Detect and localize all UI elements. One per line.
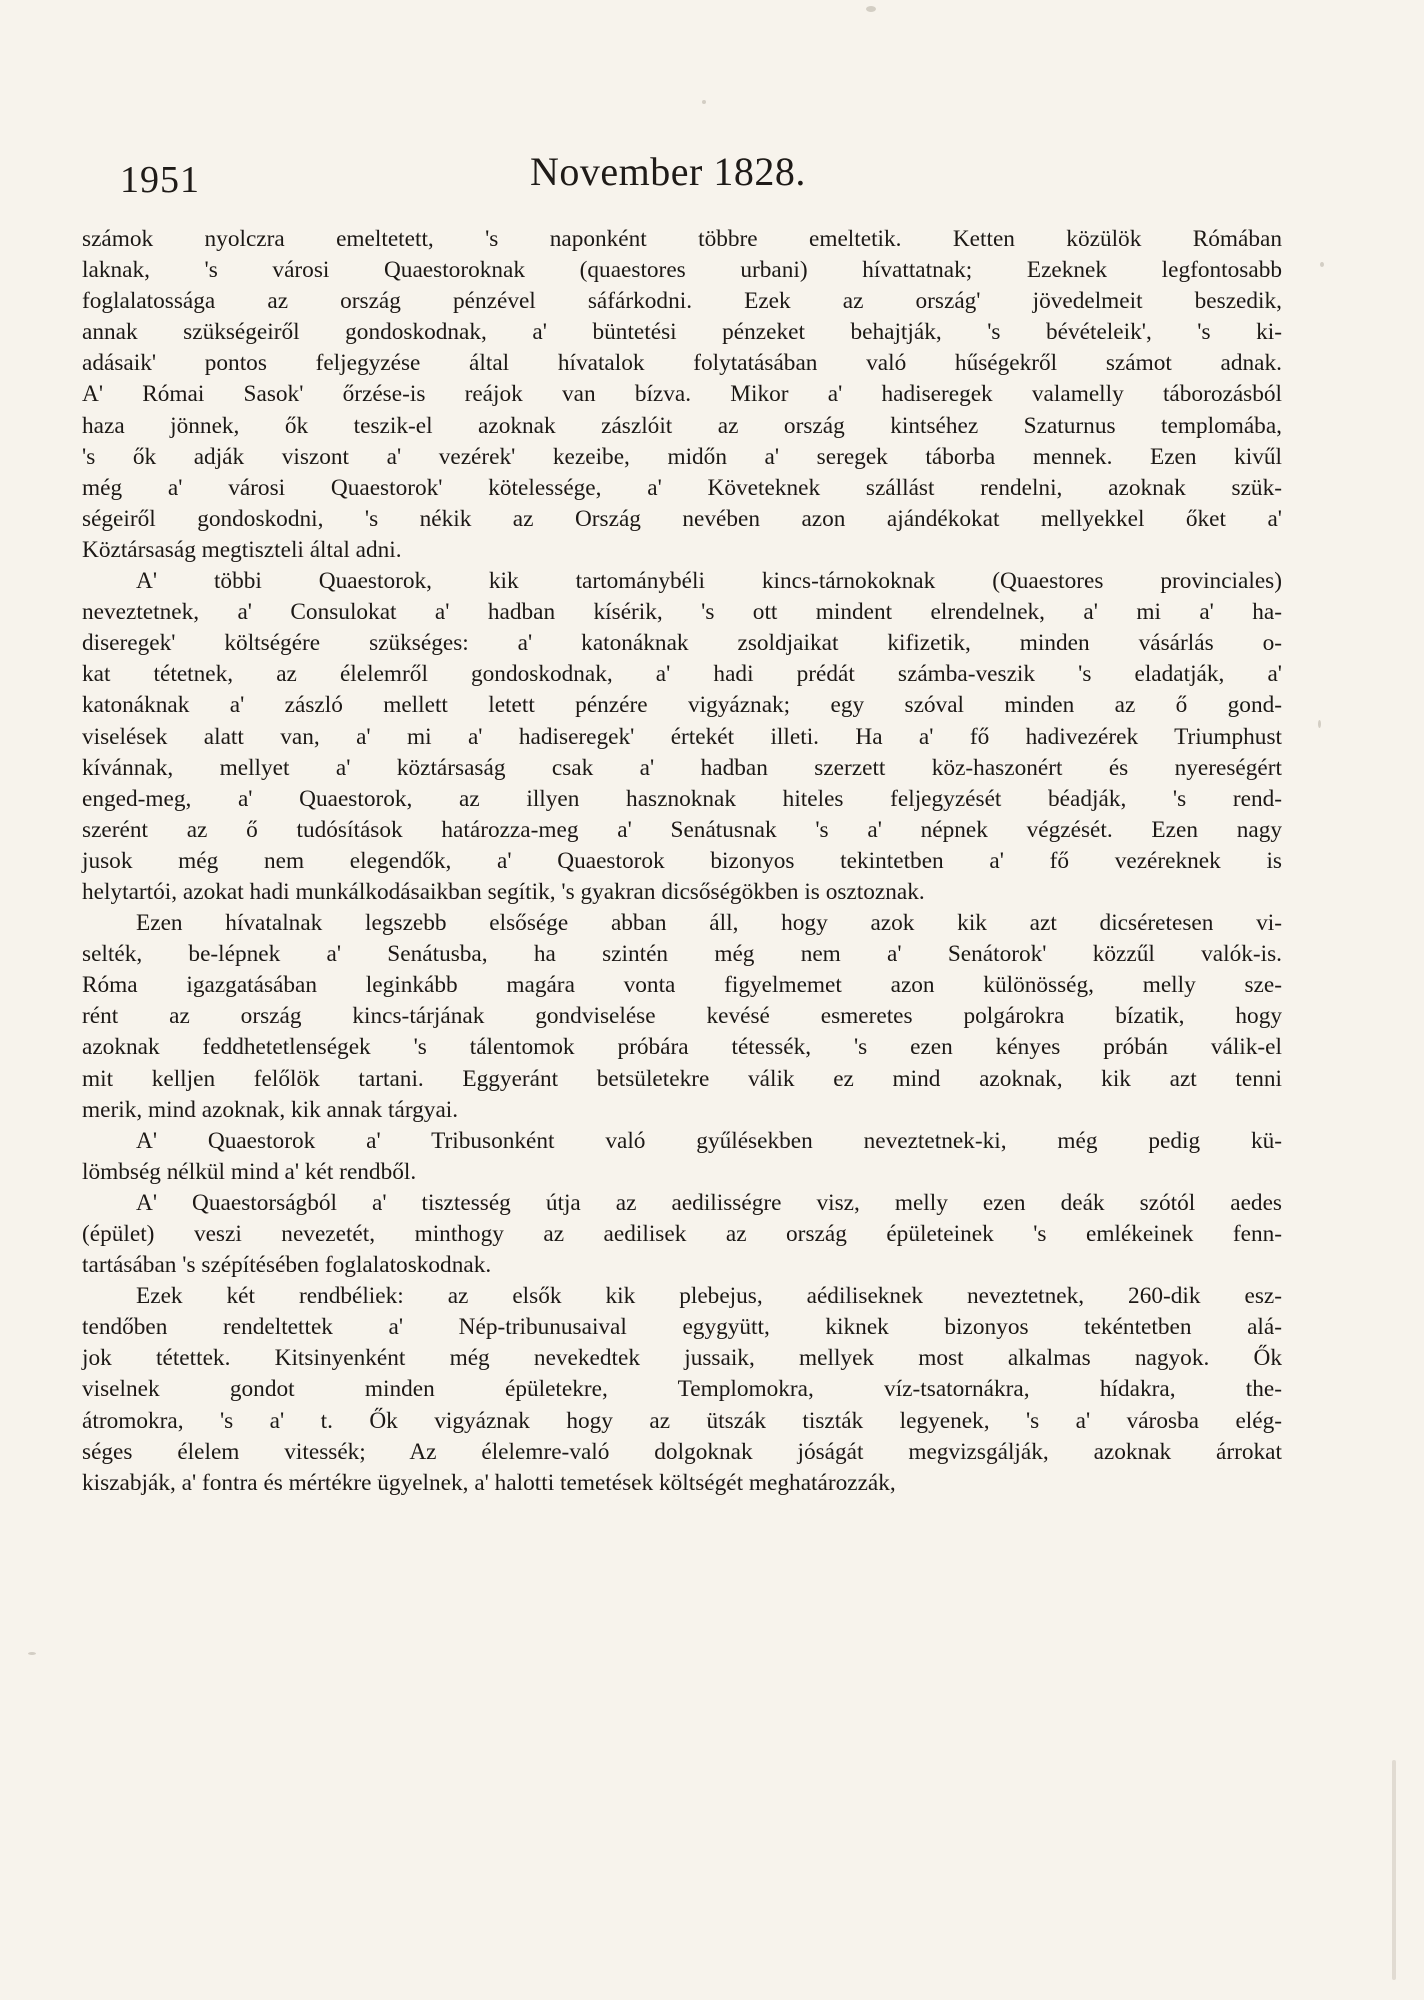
paragraph xyxy=(82,908,1282,1126)
text-line: ségeiről gondoskodni, 's nékik az Ország nevében azon ajándékokat mellyekkel őket a' xyxy=(82,505,1282,532)
text-line: kívánnak, mellyet a' köztársaság csak a' hadban szerzett köz-haszonért és nyereségért xyxy=(82,754,1282,781)
text-line: átromokra, 's a' t. Ők vigyáznak hogy az ütszák tiszták legyenek, 's a' városba elég- xyxy=(82,1407,1282,1434)
text-line: A' Római Sasok' őrzése-is reájok van bízva. Mikor a' hadiseregek valamelly táborozásból xyxy=(82,381,1282,408)
text-line: még a' városi Quaestorok' kötelessége, a' Követeknek szállást rendelni, azoknak szük- xyxy=(82,474,1282,501)
scan-speck xyxy=(1392,1760,1396,1980)
text-line: lömbség nélkül mind a' két rendből. xyxy=(82,1158,417,1185)
text-line: katonáknak a' zászló mellett letett pénzére vigyáznak; egy szóval minden az ő gond- xyxy=(82,692,1282,719)
text-line: Ezek két rendbéliek: az elsők kik plebejus, aédiliseknek neveztetnek, 260-dik esz- xyxy=(136,1283,1282,1310)
text-line: viselések alatt van, a' mi a' hadiseregek' értekét illeti. Ha a' fő hadivezérek Triumphust xyxy=(82,723,1282,750)
text-line: Ezen hívatalnak legszebb elsősége abban áll, hogy azok kik azt dicséretesen vi- xyxy=(136,910,1282,937)
paragraph xyxy=(82,1188,1282,1281)
text-line: jok tétettek. Kitsinyenként még nevekedtek jussaik, mellyek most alkalmas nagyok. Ők xyxy=(82,1345,1282,1372)
body-text xyxy=(82,224,1282,1499)
running-head: November 1828. xyxy=(530,149,806,194)
page-header xyxy=(120,148,1310,208)
scan-speck xyxy=(1318,720,1321,728)
text-line: merik, mind azoknak, kik annak tárgyai. xyxy=(82,1096,459,1123)
text-line: azoknak feddhetetlenségek 's tálentomok próbára tétessék, 's ezen kényes próbán válik-el xyxy=(82,1034,1282,1061)
text-line: (épület) veszi nevezetét, minthogy az aedilisek az ország épületeinek 's emlékeinek fenn- xyxy=(82,1221,1282,1247)
paragraph xyxy=(82,224,1282,566)
text-line: séges élelem vitessék; Az élelemre-való dolgoknak jóságát megvizsgálják, azoknak árrokat xyxy=(82,1438,1282,1465)
text-line: enged-meg, a' Quaestorok, az illyen hasznoknak hiteles feljegyzését béadják, 's rend- xyxy=(82,785,1282,812)
text-line: adásaik' pontos feljegyzése által hívatalok folytatásában való hűségekről számot adnak. xyxy=(82,350,1282,377)
paragraph xyxy=(82,566,1282,908)
text-line: 's ők adják viszont a' vezérek' kezeibe, midőn a' seregek táborba mennek. Ezen kivűl xyxy=(82,443,1282,470)
text-line: A' Quaestorságból a' tisztesség útja az aedilisségre visz, melly ezen deák szótól aedes xyxy=(136,1189,1282,1216)
text-line: rént az ország kincs-tárjának gondviselése kevésé esmeretes polgárokra bízatik, hogy xyxy=(82,1003,1282,1030)
scan-speck xyxy=(702,100,706,104)
text-line: tartásában 's szépítésében foglalatoskodnak. xyxy=(82,1252,492,1279)
text-line: annak szükségeiről gondoskodnak, a' büntetési pénzeket behajtják, 's bévételeik', 's ki- xyxy=(82,319,1282,346)
text-line: laknak, 's városi Quaestoroknak (quaestores urbani) hívattatnak; Ezeknek legfontosabb xyxy=(82,257,1282,284)
text-line: számok nyolczra emeltetett, 's naponként többre emeltetik. Ketten közülök Rómában xyxy=(82,226,1282,252)
scan-speck xyxy=(28,1652,36,1655)
paragraph xyxy=(82,1281,1282,1499)
text-line: viselnek gondot minden épületekre, Templomokra, víz-tsatornákra, hídakra, the- xyxy=(82,1376,1282,1403)
paragraph xyxy=(82,1126,1282,1188)
text-line: helytartói, azokat hadi munkálkodásaikban segítik, 's gyakran dicsőségökben is osztoznak. xyxy=(82,878,925,905)
text-line: Róma igazgatásában leginkább magára vonta figyelmemet azon különösség, melly sze- xyxy=(82,972,1282,999)
text-line: kiszabják, a' fontra és mértékre ügyelnek, a' halotti temetések költségét meghatározzák, xyxy=(82,1469,896,1496)
text-line: diseregek' költségére szükséges: a' katonáknak zsoldjaikat kifizetik, minden vásárlás o- xyxy=(82,630,1282,657)
text-line: Köztársaság megtiszteli által adni. xyxy=(82,536,402,563)
text-line: selték, be-lépnek a' Senátusba, ha szintén még nem a' Senátorok' közzűl valók-is. xyxy=(82,941,1282,968)
text-line: haza jönnek, ők teszik-el azoknak zászlóit az ország kintséhez Szaturnus templomába, xyxy=(82,412,1282,439)
scan-speck xyxy=(1320,262,1324,267)
text-line: tendőben rendeltettek a' Nép-tribunusaival egygyütt, kiknek bizonyos tekéntetben alá- xyxy=(82,1314,1282,1341)
page-number: 1951 xyxy=(120,159,200,201)
text-line: neveztetnek, a' Consulokat a' hadban kísérik, 's ott mindent elrendelnek, a' mi a' ha- xyxy=(82,599,1282,626)
text-line: A' Quaestorok a' Tribusonként való gyűlésekben neveztetnek-ki, még pedig kü- xyxy=(136,1127,1282,1154)
text-line: szerént az ő tudósítások határozza-meg a' Senátusnak 's a' népnek végzését. Ezen nagy xyxy=(82,816,1282,843)
text-line: kat tétetnek, az élelemről gondoskodnak, a' hadi prédát számba-veszik 's eladatják, a' xyxy=(82,661,1282,688)
text-line: A' többi Quaestorok, kik tartománybéli kincs-tárnokoknak (Quaestores provinciales) xyxy=(136,568,1282,595)
text-line: mit kelljen felőlök tartani. Eggyeránt betsületekre válik ez mind azoknak, kik azt tenni xyxy=(82,1065,1282,1092)
scan-speck xyxy=(866,6,876,12)
text-line: foglalatossága az ország pénzével sáfárkodni. Ezek az ország' jövedelmeit beszedik, xyxy=(82,288,1282,315)
text-line: jusok még nem elegendők, a' Quaestorok bizonyos tekintetben a' fő vezéreknek is xyxy=(82,847,1282,874)
